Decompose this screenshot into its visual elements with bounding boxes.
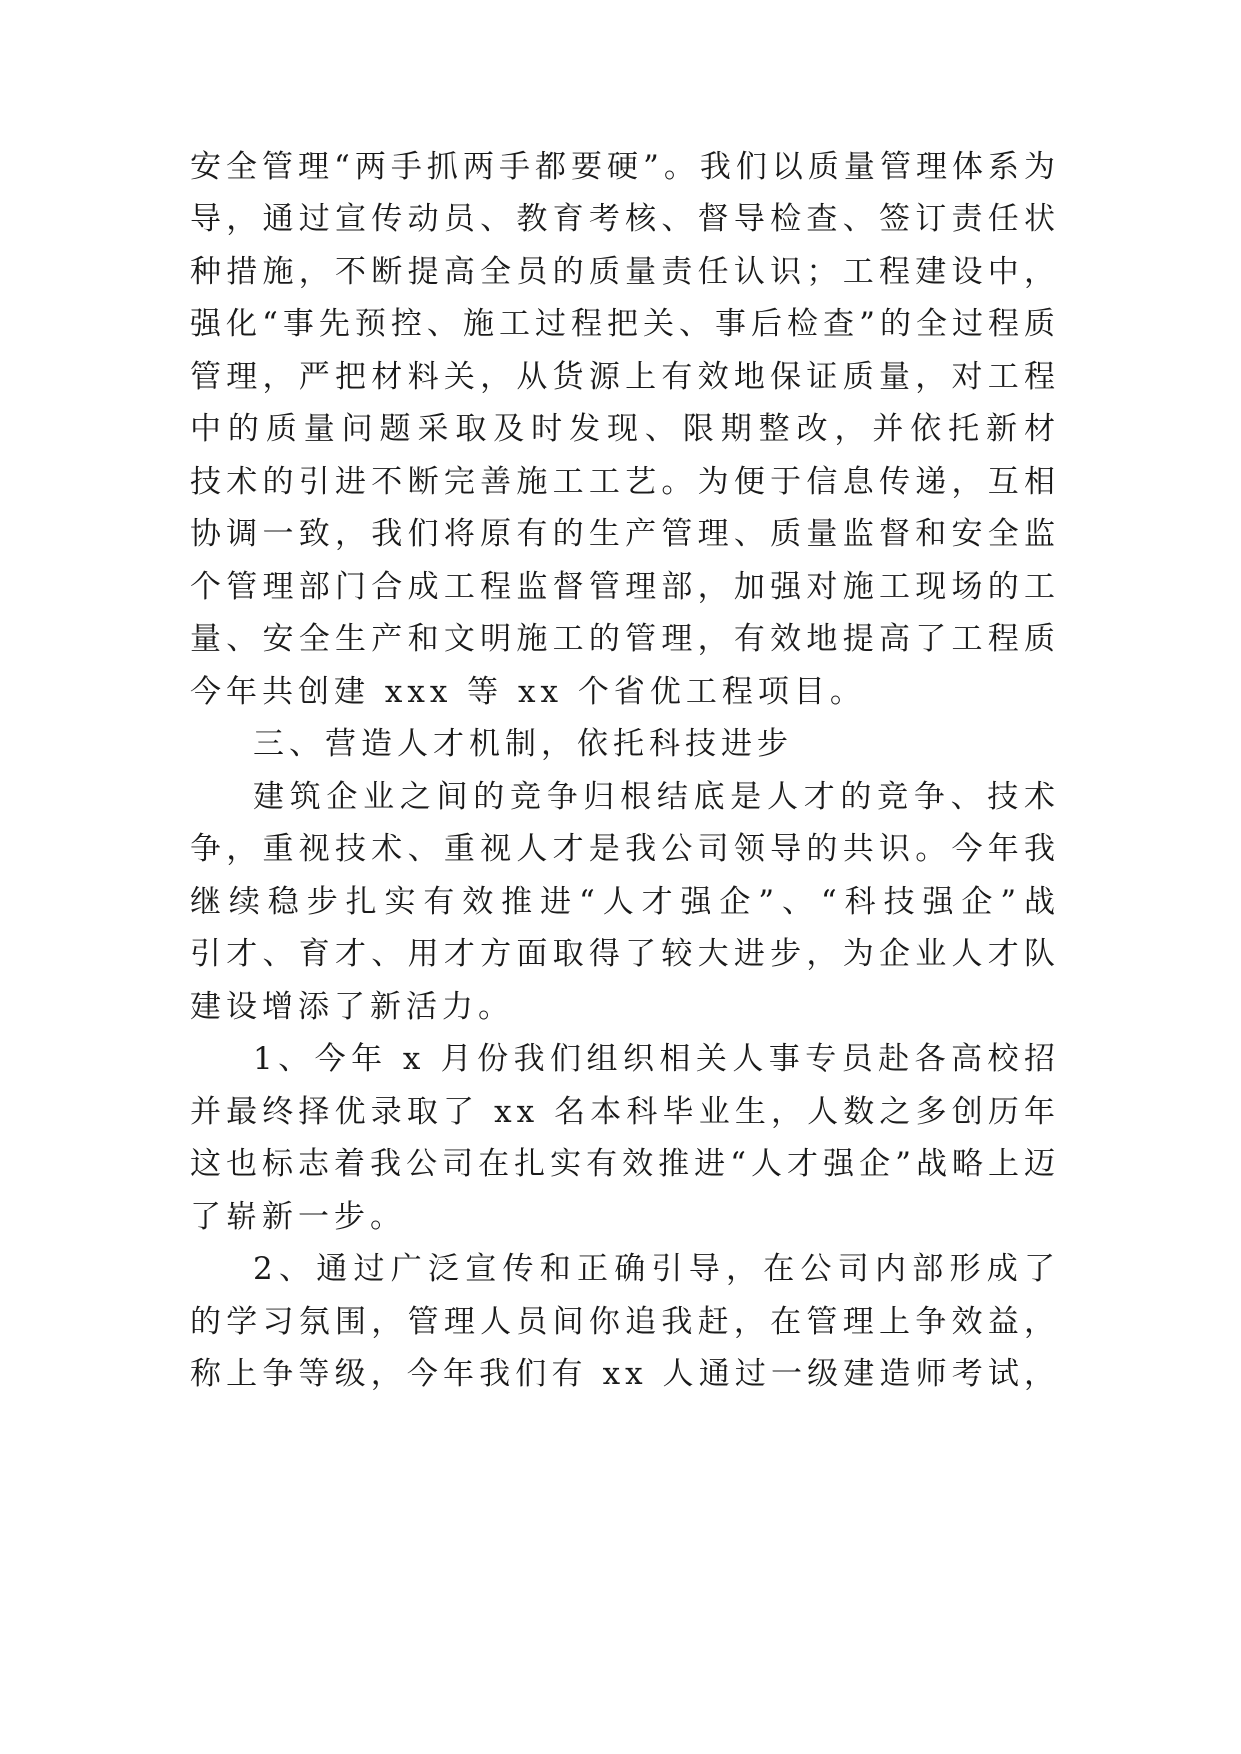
section-heading: 三、营造人才机制，依托科技进步 xyxy=(253,726,793,762)
paragraph-line: 协调一致，我们将原有的生产管理、质量监督和安全监 xyxy=(190,516,1060,552)
paragraph-line: 建设增添了新活力。 xyxy=(190,989,514,1025)
paragraph-line: 引才、育才、用才方面取得了较大进步，为企业人才队 xyxy=(190,936,1060,972)
paragraph-line: 量、安全生产和文明施工的管理，有效地提高了工程质 xyxy=(190,621,1060,657)
paragraph-line: 个管理部门合成工程监督管理部，加强对施工现场的工 xyxy=(190,569,1060,605)
paragraph-line: 建筑企业之间的竞争归根结底是人才的竞争、技术 xyxy=(253,779,1060,815)
list-item-line: 并最终择优录取了 xx 名本科毕业生，人数之多创历年 xyxy=(190,1094,1060,1130)
paragraph-line: 今年共创建 xxx 等 xx 个省优工程项目。 xyxy=(190,674,866,710)
paragraph-line: 强化“事先预控、施工过程把关、事后检查”的全过程质 xyxy=(190,306,1060,342)
paragraph-line: 中的质量问题采取及时发现、限期整改，并依托新材 xyxy=(190,411,1060,447)
list-item-line: 称上争等级，今年我们有 xx 人通过一级建造师考试， xyxy=(190,1356,1060,1392)
paragraph-line: 继续稳步扎实有效推进“人才强企”、“科技强企”战 xyxy=(190,884,1060,920)
paragraph-line: 安全管理“两手抓两手都要硬”。我们以质量管理体系为 xyxy=(190,149,1060,185)
paragraph-line: 管理，严把材料关，从货源上有效地保证质量，对工程 xyxy=(190,359,1060,395)
paragraph-line: 导，通过宣传动员、教育考核、督导检查、签订责任状 xyxy=(190,201,1060,237)
list-item-line: 的学习氛围，管理人员间你追我赶，在管理上争效益， xyxy=(190,1304,1060,1340)
paragraph-line: 技术的引进不断完善施工工艺。为便于信息传递，互相 xyxy=(190,464,1060,500)
list-item-line: 2、通过广泛宣传和正确引导，在公司内部形成了 xyxy=(253,1251,1060,1287)
list-item-line: 1、今年 x 月份我们组织相关人事专员赴各高校招 xyxy=(253,1041,1060,1077)
list-item-line: 了崭新一步。 xyxy=(190,1199,406,1235)
paragraph-line: 种措施，不断提高全员的质量责任认识；工程建设中， xyxy=(190,254,1060,290)
paragraph-line: 争，重视技术、重视人才是我公司领导的共识。今年我 xyxy=(190,831,1060,867)
list-item-line: 这也标志着我公司在扎实有效推进“人才强企”战略上迈 xyxy=(190,1146,1060,1182)
